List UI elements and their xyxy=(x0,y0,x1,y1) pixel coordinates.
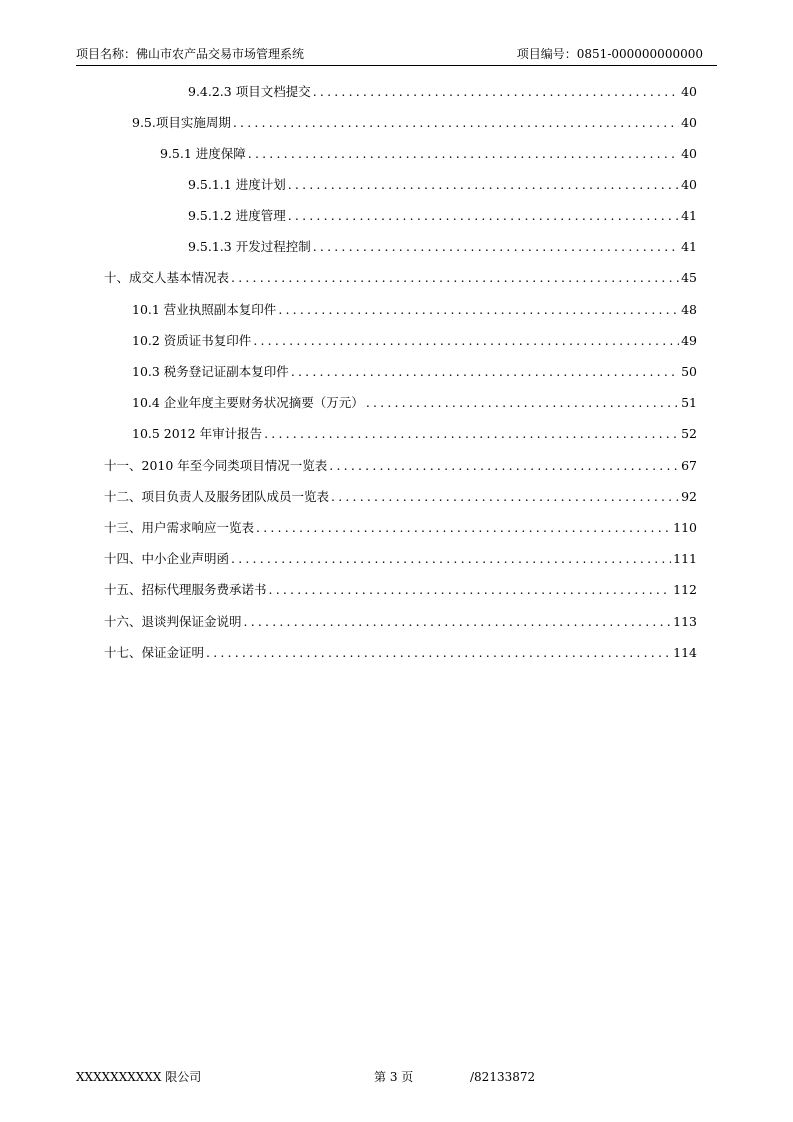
toc-entry[interactable] xyxy=(188,82,697,102)
toc-leader-dots xyxy=(313,82,679,102)
toc-entry[interactable] xyxy=(188,237,697,257)
toc-entry[interactable] xyxy=(132,331,697,351)
toc-entry-page: 45 xyxy=(681,270,697,285)
toc-leader-dots xyxy=(264,424,679,444)
toc-leader-dots xyxy=(366,393,679,413)
toc-leader-dots xyxy=(329,456,679,476)
company-name: XXXXXXXXXX 限公司 xyxy=(76,1070,202,1084)
toc-entry[interactable] xyxy=(132,113,697,133)
toc-leader-dots xyxy=(231,549,671,569)
toc-entry[interactable] xyxy=(104,580,697,600)
toc-entry-page: 113 xyxy=(673,614,697,629)
toc-entry-page: 67 xyxy=(681,458,697,473)
toc-entry[interactable] xyxy=(104,549,697,569)
toc-entry-page: 51 xyxy=(681,395,697,410)
toc-entry-page: 52 xyxy=(681,426,697,441)
toc-leader-dots xyxy=(206,643,671,663)
toc-entry-title: 十一、2010 年至今同类项目情况一览表 xyxy=(104,458,328,473)
toc-leader-dots xyxy=(288,175,679,195)
toc-entry-title: 十、成交人基本情况表 xyxy=(104,270,230,285)
toc-entry-page: 92 xyxy=(681,489,697,504)
toc-entry-title: 10.3 税务登记证副本复印件 xyxy=(132,364,289,379)
toc-entry-page: 112 xyxy=(673,582,697,597)
toc-entry[interactable] xyxy=(104,643,697,663)
toc-entry-title: 9.5.1.2 进度管理 xyxy=(188,208,286,223)
toc-entry[interactable] xyxy=(132,424,697,444)
toc-entry-page: 49 xyxy=(681,333,697,348)
toc-entry-page: 40 xyxy=(681,84,697,99)
toc-entry-title: 9.5.1 进度保障 xyxy=(160,146,246,161)
toc-leader-dots xyxy=(248,144,679,164)
toc-entry[interactable] xyxy=(104,612,697,632)
toc-entry-title: 10.1 营业执照副本复印件 xyxy=(132,302,277,317)
toc-entry-page: 114 xyxy=(673,645,697,660)
page-header xyxy=(76,45,717,66)
toc-entry-page: 40 xyxy=(681,115,697,130)
toc-entry-title: 十六、退谈判保证金说明 xyxy=(104,614,242,629)
toc-entry-title: 十五、招标代理服务费承诺书 xyxy=(104,582,267,597)
toc-entry[interactable] xyxy=(160,144,697,164)
toc-entry-title: 十七、保证金证明 xyxy=(104,645,205,660)
toc-leader-dots xyxy=(231,268,679,288)
toc-leader-dots xyxy=(288,206,679,226)
toc-entry[interactable] xyxy=(104,456,697,476)
toc-entry[interactable] xyxy=(188,206,697,226)
toc-entry-title: 十四、中小企业声明函 xyxy=(104,551,230,566)
toc-entry[interactable] xyxy=(132,362,697,382)
toc-entry-page: 40 xyxy=(681,146,697,161)
project-name: 项目名称：佛山市农产品交易市场管理系统 xyxy=(76,47,305,61)
toc-entry-title: 9.5.项目实施周期 xyxy=(132,115,231,130)
toc-leader-dots xyxy=(331,487,679,507)
toc-entry-title: 9.4.2.3 项目文档提交 xyxy=(188,84,311,99)
toc-entry[interactable] xyxy=(188,175,697,195)
toc-entry-page: 41 xyxy=(681,239,697,254)
toc-entry-title: 十二、项目负责人及服务团队成员一览表 xyxy=(104,489,330,504)
toc-entry-page: 41 xyxy=(681,208,697,223)
toc-entry[interactable] xyxy=(104,518,697,538)
toc-entry[interactable] xyxy=(132,300,697,320)
toc-entry-title: 十三、用户需求响应一览表 xyxy=(104,520,255,535)
toc-entry-page: 111 xyxy=(673,551,697,566)
toc-leader-dots xyxy=(313,237,679,257)
toc-entry-title: 10.5 2012 年审计报告 xyxy=(132,426,263,441)
toc-entry-title: 10.2 资质证书复印件 xyxy=(132,333,252,348)
toc-entry-title: 9.5.1.3 开发过程控制 xyxy=(188,239,311,254)
toc-entry-title: 10.4 企业年度主要财务状况摘要（万元） xyxy=(132,395,364,410)
phone-number: /82133872 xyxy=(470,1070,536,1084)
page-footer xyxy=(76,1068,716,1088)
toc-leader-dots xyxy=(269,580,672,600)
toc-entry[interactable] xyxy=(104,487,697,507)
toc-entry-page: 40 xyxy=(681,177,697,192)
toc-leader-dots xyxy=(278,300,679,320)
project-number: 项目编号：0851-000000000000 xyxy=(516,47,703,61)
toc-entry-page: 110 xyxy=(673,520,697,535)
toc-entry-page: 50 xyxy=(681,364,697,379)
toc-entry[interactable] xyxy=(104,268,697,288)
toc-entry-page: 48 xyxy=(681,302,697,317)
toc-entry-title: 9.5.1.1 进度计划 xyxy=(188,177,286,192)
toc-leader-dots xyxy=(253,331,679,351)
toc-leader-dots xyxy=(291,362,679,382)
toc-entry[interactable] xyxy=(132,393,697,413)
page-number: 第 3 页 xyxy=(374,1070,414,1084)
toc-leader-dots xyxy=(244,612,672,632)
toc-leader-dots xyxy=(256,518,671,538)
toc-leader-dots xyxy=(233,113,679,133)
